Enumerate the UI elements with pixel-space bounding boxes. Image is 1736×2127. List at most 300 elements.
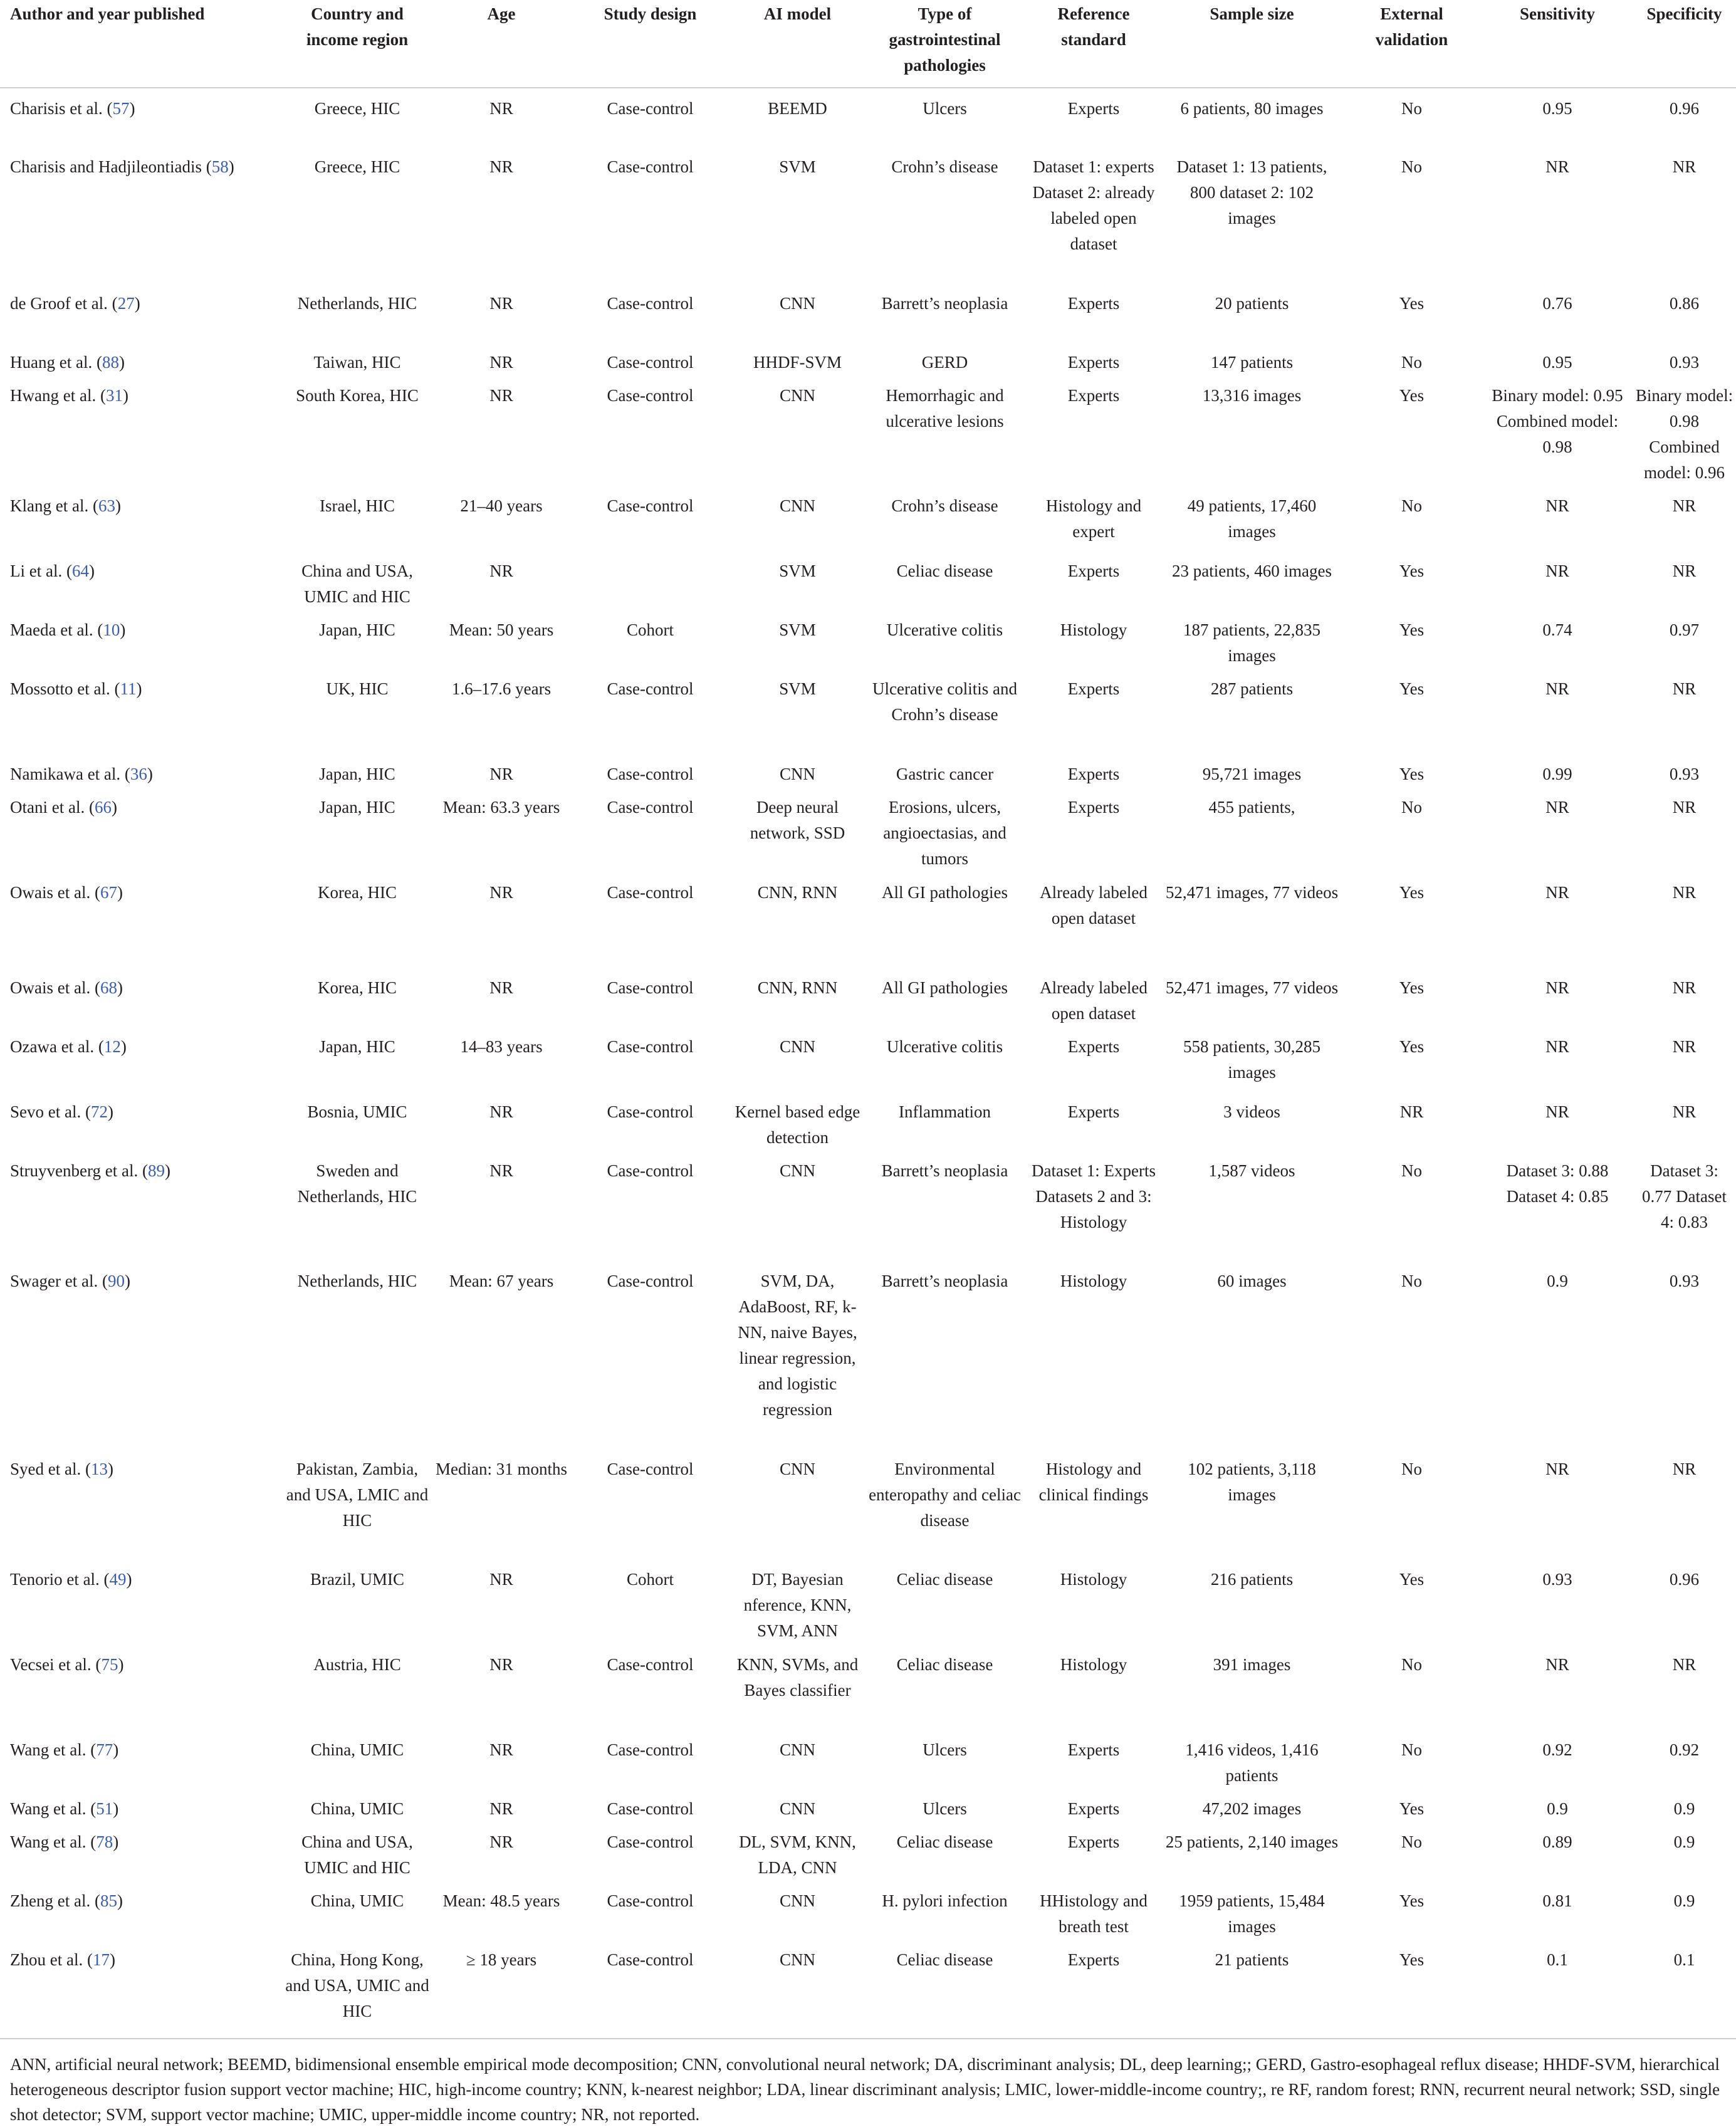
- cell-ai-model: Kernel based edge detection: [735, 1102, 860, 1147]
- reference-link[interactable]: 64: [71, 562, 89, 580]
- cell-age: Mean: 63.3 years: [442, 798, 560, 817]
- reference-link[interactable]: 78: [96, 1832, 113, 1851]
- author-close-paren: ): [113, 1799, 119, 1818]
- cell-country: Greece, HIC: [314, 99, 400, 118]
- cell-external-validation: Yes: [1399, 1037, 1425, 1056]
- cell-study-design: Case-control: [607, 157, 694, 176]
- cell-ai-model: DT, Bayesian nference, KNN, SVM, ANN: [743, 1570, 852, 1640]
- cell-sample-size: 287 patients: [1210, 679, 1294, 698]
- cell-reference-standard: Experts: [1067, 99, 1120, 118]
- cell-author: [0, 669, 282, 754]
- cell-ai-model: CNN: [779, 765, 815, 783]
- cell-specificity: Dataset 3: 0.77 Dataset 4: 0.83: [1642, 1161, 1727, 1231]
- table-header: [0, 0, 1736, 88]
- cell-sample-size: 95,721 images: [1202, 765, 1302, 783]
- cell-external-validation: No: [1401, 99, 1422, 118]
- author-close-paren: ): [136, 679, 142, 698]
- cell-pathology: Crohn’s disease: [891, 157, 998, 176]
- cell-country: UK, HIC: [326, 679, 389, 698]
- cell-country: China, UMIC: [310, 1891, 404, 1910]
- cell-ai-model: HHDF-SVM: [753, 353, 842, 372]
- cell-reference-standard: Experts: [1067, 1950, 1120, 1969]
- cell-external-validation: Yes: [1399, 1891, 1425, 1910]
- author-name: Sevo et al. (: [10, 1102, 91, 1121]
- cell-study-design: Case-control: [607, 1037, 694, 1056]
- cell-ai-model: CNN: [779, 386, 815, 405]
- cell-study-design: Cohort: [626, 1570, 674, 1589]
- cell-sample-size: 1959 patients, 15,484 images: [1179, 1891, 1325, 1936]
- cell-study-design: Case-control: [607, 99, 694, 118]
- cell-reference-standard: Experts: [1067, 679, 1120, 698]
- cell-country: Greece, HIC: [314, 157, 400, 176]
- author-close-paren: ): [120, 1037, 127, 1056]
- cell-study-design: Case-control: [607, 1832, 694, 1851]
- reference-link[interactable]: 89: [147, 1161, 165, 1180]
- table-row: [0, 1449, 1736, 1559]
- table-row: [0, 1644, 1736, 1730]
- cell-sensitivity: Dataset 3: 0.88 Dataset 4: 0.85: [1506, 1161, 1609, 1206]
- cell-sample-size: 49 patients, 17,460 images: [1187, 496, 1317, 541]
- table-row: [0, 872, 1736, 968]
- cell-study-design: Case-control: [607, 1799, 694, 1818]
- table-row: [0, 1151, 1736, 1261]
- cell-study-design: Case-control: [607, 1102, 694, 1121]
- cell-ai-model: CNN: [779, 496, 815, 515]
- cell-sample-size: 52,471 images, 77 videos: [1165, 883, 1339, 902]
- cell-pathology: Gastric cancer: [896, 765, 994, 783]
- cell-country: Israel, HIC: [320, 496, 395, 515]
- author-name: Namikawa et al. (: [10, 765, 130, 783]
- cell-study-design: Case-control: [607, 978, 694, 997]
- cell-pathology: Ulcerative colitis and Crohn’s disease: [872, 679, 1017, 724]
- cell-sample-size: Dataset 1: 13 patients, 800 dataset 2: 102 images: [1176, 157, 1327, 227]
- cell-reference-standard: Experts: [1067, 294, 1120, 313]
- cell-ai-model: SVM: [779, 679, 816, 698]
- cell-sample-size: 187 patients, 22,835 images: [1183, 620, 1320, 665]
- author-name: Ozawa et al. (: [10, 1037, 104, 1056]
- reference-link[interactable]: 66: [94, 798, 112, 817]
- cell-pathology: Erosions, ulcers, angioectasias, and tumors: [883, 798, 1007, 868]
- cell-external-validation: Yes: [1399, 883, 1425, 902]
- cell-study-design: [570, 551, 730, 610]
- cell-author: [0, 1027, 282, 1092]
- table-row: [0, 88, 1736, 147]
- cell-age: NR: [489, 1740, 513, 1759]
- cell-author: [0, 1151, 282, 1261]
- table-row: [0, 669, 1736, 754]
- reference-link[interactable]: 68: [100, 978, 117, 997]
- cell-country: Korea, HIC: [318, 883, 397, 902]
- header-sensitivity: Sensitivity: [1519, 4, 1595, 23]
- author-name: Huang et al. (: [10, 353, 102, 372]
- cell-age: NR: [489, 978, 513, 997]
- cell-specificity: 0.96: [1669, 99, 1700, 118]
- cell-study-design: Case-control: [607, 1740, 694, 1759]
- author-name: Charisis et al. (: [10, 99, 113, 118]
- table-row: [0, 754, 1736, 787]
- table-row: [0, 968, 1736, 1027]
- cell-country: China, UMIC: [310, 1740, 404, 1759]
- cell-specificity: 0.9: [1673, 1891, 1695, 1910]
- cell-study-design: Case-control: [607, 1891, 694, 1910]
- cell-external-validation: No: [1401, 1272, 1422, 1290]
- cell-ai-model: SVM: [779, 562, 816, 580]
- cell-pathology: All GI pathologies: [882, 883, 1008, 902]
- author-name: Wang et al. (: [10, 1740, 97, 1759]
- cell-author: [0, 872, 282, 968]
- table-row: [0, 1881, 1736, 1940]
- cell-reference-standard: Experts: [1067, 1037, 1120, 1056]
- cell-age: NR: [489, 1102, 513, 1121]
- author-name: Otani et al. (: [10, 798, 95, 817]
- cell-age: NR: [489, 157, 513, 176]
- cell-specificity: 0.92: [1669, 1740, 1700, 1759]
- cell-ai-model: CNN: [779, 1037, 815, 1056]
- cell-external-validation: No: [1401, 496, 1422, 515]
- header-reference-standard: Reference standard: [1057, 4, 1130, 49]
- cell-age: 1.6–17.6 years: [451, 679, 552, 698]
- cell-age: NR: [489, 1655, 513, 1674]
- cell-ai-model: SVM, DA, AdaBoost, RF, k-NN, naive Bayes, linear regression, and logistic regression: [738, 1272, 857, 1419]
- author-close-paren: ): [107, 1460, 113, 1478]
- cell-pathology: Crohn’s disease: [891, 496, 998, 515]
- cell-sensitivity: 0.99: [1542, 765, 1572, 783]
- cell-sensitivity: 0.81: [1542, 1891, 1572, 1910]
- reference-link[interactable]: 90: [107, 1272, 125, 1290]
- cell-pathology: All GI pathologies: [882, 978, 1008, 997]
- cell-author: [0, 610, 282, 669]
- header-row: [0, 0, 1736, 88]
- cell-author: [0, 1940, 282, 2036]
- author-name: Tenorio et al. (: [10, 1570, 110, 1589]
- cell-author: [0, 147, 282, 283]
- cell-pathology: Barrett’s neoplasia: [881, 294, 1008, 313]
- cell-pathology: Celiac disease: [896, 1570, 993, 1589]
- author-close-paren: ): [228, 157, 234, 176]
- cell-reference-standard: Histology and clinical findings: [1038, 1460, 1149, 1504]
- cell-pathology: Ulcers: [923, 1740, 967, 1759]
- cell-reference-standard: Experts: [1067, 765, 1120, 783]
- author-name: Vecsei et al. (: [10, 1655, 102, 1674]
- author-close-paren: ): [164, 1161, 170, 1180]
- cell-pathology: Inflammation: [899, 1102, 991, 1121]
- cell-specificity: 0.86: [1669, 294, 1700, 313]
- cell-specificity: 0.93: [1669, 765, 1700, 783]
- cell-sample-size: 216 patients: [1210, 1570, 1294, 1589]
- cell-external-validation: Yes: [1399, 386, 1425, 405]
- cell-pathology: Celiac disease: [896, 562, 993, 580]
- cell-country: Japan, HIC: [319, 620, 395, 639]
- cell-sample-size: 455 patients,: [1208, 798, 1295, 817]
- cell-ai-model: DL, SVM, KNN, LDA, CNN: [739, 1832, 856, 1877]
- cell-pathology: H. pylori infection: [882, 1891, 1008, 1910]
- cell-age: NR: [489, 294, 513, 313]
- cell-author: [0, 1559, 282, 1644]
- cell-sensitivity: NR: [1545, 157, 1569, 176]
- reference-link[interactable]: 85: [100, 1891, 117, 1910]
- author-name: Owais et al. (: [10, 883, 100, 902]
- author-close-paren: ): [147, 765, 153, 783]
- cell-sensitivity: 0.9: [1547, 1799, 1568, 1818]
- cell-age: NR: [489, 1799, 513, 1818]
- cell-study-design: Case-control: [607, 1161, 694, 1180]
- cell-sensitivity: 0.89: [1542, 1832, 1572, 1851]
- cell-ai-model: CNN: [779, 1161, 815, 1180]
- cell-sample-size: 20 patients: [1215, 294, 1289, 313]
- cell-external-validation: NR: [1399, 1102, 1424, 1121]
- cell-specificity: 0.96: [1669, 1570, 1700, 1589]
- cell-specificity: 0.93: [1669, 1272, 1700, 1290]
- reference-link[interactable]: 12: [103, 1037, 121, 1056]
- author-close-paren: ): [111, 798, 117, 817]
- cell-author: [0, 1449, 282, 1559]
- cell-reference-standard: Experts: [1067, 1832, 1120, 1851]
- author-close-paren: ): [129, 99, 135, 118]
- cell-author: [0, 342, 282, 375]
- author-name: Klang et al. (: [10, 496, 98, 515]
- header-age: Age: [487, 4, 516, 23]
- author-name: Syed et al. (: [10, 1460, 91, 1478]
- cell-sensitivity: 0.74: [1542, 620, 1572, 639]
- cell-external-validation: Yes: [1399, 765, 1425, 783]
- cell-country: China, UMIC: [310, 1799, 404, 1818]
- author-name: de Groof et al. (: [10, 294, 118, 313]
- cell-age: NR: [489, 353, 513, 372]
- cell-ai-model: BEEMD: [768, 99, 827, 118]
- cell-specificity: 0.9: [1673, 1832, 1695, 1851]
- author-close-paren: ): [117, 978, 123, 997]
- header-pathology: Type of gastrointestinal pathologies: [889, 4, 1001, 75]
- cell-age: Mean: 48.5 years: [442, 1891, 560, 1910]
- cell-reference-standard: Experts: [1067, 1740, 1120, 1759]
- cell-sensitivity: NR: [1545, 496, 1569, 515]
- cell-pathology: Ulcers: [923, 99, 967, 118]
- cell-age: NR: [489, 1161, 513, 1180]
- author-name: Li et al. (: [10, 562, 72, 580]
- cell-pathology: Ulcers: [923, 1799, 967, 1818]
- table-row: [0, 1559, 1736, 1644]
- cell-external-validation: No: [1401, 353, 1422, 372]
- cell-author: [0, 486, 282, 551]
- cell-sensitivity: 0.95: [1542, 99, 1572, 118]
- reference-link[interactable]: 13: [90, 1460, 108, 1478]
- cell-specificity: NR: [1672, 496, 1697, 515]
- cell-external-validation: No: [1401, 1460, 1422, 1478]
- cell-external-validation: Yes: [1399, 1570, 1425, 1589]
- cell-study-design: Case-control: [607, 1655, 694, 1674]
- reference-link[interactable]: 31: [105, 386, 123, 405]
- cell-country: China and USA, UMIC and HIC: [301, 562, 413, 606]
- reference-link[interactable]: 27: [117, 294, 135, 313]
- cell-external-validation: Yes: [1399, 294, 1425, 313]
- cell-country: Sweden and Netherlands, HIC: [297, 1161, 417, 1206]
- cell-specificity: NR: [1672, 157, 1697, 176]
- reference-link[interactable]: 88: [102, 353, 119, 372]
- author-close-paren: ): [117, 1891, 123, 1910]
- cell-sensitivity: NR: [1545, 679, 1569, 698]
- cell-specificity: 0.1: [1673, 1950, 1695, 1969]
- cell-pathology: Ulcerative colitis: [886, 620, 1003, 639]
- cell-ai-model: CNN: [779, 1460, 815, 1478]
- author-close-paren: ): [120, 620, 126, 639]
- author-name: Charisis and Hadjileontiadis (: [10, 157, 212, 176]
- reference-link[interactable]: 17: [92, 1950, 110, 1969]
- cell-external-validation: No: [1401, 1655, 1422, 1674]
- reference-link[interactable]: 49: [109, 1570, 127, 1589]
- table-row: [0, 551, 1736, 610]
- cell-country: China, Hong Kong, and USA, UMIC and HIC: [285, 1950, 429, 2020]
- cell-country: Bosnia, UMIC: [307, 1102, 407, 1121]
- cell-reference-standard: Experts: [1067, 1102, 1120, 1121]
- cell-pathology: Environmental enteropathy and celiac disease: [869, 1460, 1021, 1530]
- cell-age: NR: [489, 99, 513, 118]
- table-row: [0, 147, 1736, 283]
- cell-pathology: Celiac disease: [896, 1950, 993, 1969]
- table-row: [0, 486, 1736, 551]
- author-name: Mossotto et al. (: [10, 679, 120, 698]
- author-close-paren: ): [88, 562, 95, 580]
- cell-specificity: NR: [1672, 1037, 1697, 1056]
- author-name: Zheng et al. (: [10, 1891, 100, 1910]
- cell-ai-model: CNN: [779, 1799, 815, 1818]
- header-specificity: Specificity: [1646, 4, 1722, 23]
- table-row: [0, 1789, 1736, 1822]
- cell-sample-size: 13,316 images: [1202, 386, 1302, 405]
- cell-sensitivity: NR: [1545, 798, 1569, 817]
- cell-sensitivity: NR: [1545, 1037, 1569, 1056]
- cell-ai-model: Deep neural network, SSD: [750, 798, 845, 842]
- author-close-paren: ): [118, 1655, 124, 1674]
- cell-study-design: Case-control: [607, 1950, 694, 1969]
- cell-ai-model: CNN: [779, 294, 815, 313]
- cell-age: 21–40 years: [460, 496, 543, 515]
- cell-pathology: Barrett’s neoplasia: [881, 1272, 1008, 1290]
- cell-country: Brazil, UMIC: [310, 1570, 404, 1589]
- cell-author: [0, 1730, 282, 1789]
- cell-age: ≥ 18 years: [466, 1950, 537, 1969]
- cell-study-design: Case-control: [607, 798, 694, 817]
- cell-country: Japan, HIC: [319, 798, 395, 817]
- table-row: [0, 1940, 1736, 2036]
- reference-link[interactable]: 72: [90, 1102, 108, 1121]
- cell-pathology: Barrett’s neoplasia: [881, 1161, 1008, 1180]
- cell-sample-size: 25 patients, 2,140 images: [1165, 1832, 1339, 1851]
- cell-author: [0, 1644, 282, 1730]
- cell-age: NR: [489, 883, 513, 902]
- cell-reference-standard: Dataset 1: Experts Datasets 2 and 3: Histology: [1032, 1161, 1156, 1231]
- cell-reference-standard: Histology: [1060, 1655, 1127, 1674]
- cell-ai-model: CNN: [779, 1891, 815, 1910]
- cell-country: Austria, HIC: [313, 1655, 401, 1674]
- cell-study-design: Cohort: [626, 620, 674, 639]
- cell-external-validation: Yes: [1399, 562, 1425, 580]
- author-close-paren: ): [124, 1272, 130, 1290]
- cell-author: [0, 1822, 282, 1881]
- cell-country: Pakistan, Zambia, and USA, LMIC and HIC: [286, 1460, 429, 1530]
- cell-pathology: Celiac disease: [896, 1832, 993, 1851]
- cell-sensitivity: NR: [1545, 1655, 1569, 1674]
- cell-sensitivity: 0.1: [1547, 1950, 1568, 1969]
- reference-link[interactable]: 77: [96, 1740, 113, 1759]
- cell-reference-standard: Experts: [1067, 353, 1120, 372]
- cell-sample-size: 3 videos: [1223, 1102, 1280, 1121]
- cell-country: Japan, HIC: [319, 765, 395, 783]
- cell-age: Median: 31 months: [436, 1460, 567, 1478]
- reference-link[interactable]: 63: [98, 496, 115, 515]
- reference-link[interactable]: 75: [101, 1655, 118, 1674]
- reference-link[interactable]: 36: [130, 765, 147, 783]
- table-body: [0, 88, 1736, 2036]
- cell-sensitivity: NR: [1545, 1102, 1569, 1121]
- cell-pathology: GERD: [921, 353, 968, 372]
- reference-link[interactable]: 51: [96, 1799, 113, 1818]
- cell-author: [0, 551, 282, 610]
- cell-reference-standard: Already labeled open dataset: [1040, 883, 1148, 928]
- header-country: Country and income region: [306, 4, 409, 49]
- cell-author: [0, 787, 282, 872]
- cell-author: [0, 88, 282, 147]
- cell-study-design: Case-control: [607, 294, 694, 313]
- cell-author: [0, 754, 282, 787]
- cell-external-validation: No: [1401, 157, 1422, 176]
- reference-link[interactable]: 11: [120, 679, 137, 698]
- cell-ai-model: KNN, SVMs, and Bayes classifier: [736, 1655, 859, 1700]
- cell-sensitivity: NR: [1545, 883, 1569, 902]
- cell-external-validation: No: [1401, 1740, 1422, 1759]
- cell-study-design: Case-control: [607, 1272, 694, 1290]
- cell-ai-model: SVM: [779, 157, 816, 176]
- cell-study-design: Case-control: [607, 883, 694, 902]
- cell-reference-standard: Dataset 1: experts Dataset 2: already labeled open dataset: [1032, 157, 1155, 253]
- cell-age: NR: [489, 765, 513, 783]
- cell-country: Taiwan, HIC: [313, 353, 401, 372]
- cell-reference-standard: Experts: [1067, 386, 1120, 405]
- cell-sample-size: 1,587 videos: [1208, 1161, 1295, 1180]
- cell-sensitivity: 0.95: [1542, 353, 1572, 372]
- author-name: Struyvenberg et al. (: [10, 1161, 148, 1180]
- cell-sample-size: 147 patients: [1210, 353, 1294, 372]
- cell-specificity: 0.93: [1669, 353, 1700, 372]
- cell-specificity: NR: [1672, 1102, 1697, 1121]
- reference-link[interactable]: 67: [100, 883, 117, 902]
- author-close-paren: ): [113, 1740, 119, 1759]
- cell-specificity: NR: [1672, 1460, 1697, 1478]
- cell-sensitivity: NR: [1545, 1460, 1569, 1478]
- header-study-design: Study design: [604, 4, 697, 23]
- table-row: [0, 375, 1736, 486]
- reference-link[interactable]: 58: [211, 157, 229, 176]
- author-name: Zhou et al. (: [10, 1950, 93, 1969]
- cell-age: NR: [489, 1832, 513, 1851]
- cell-sample-size: 23 patients, 460 images: [1172, 562, 1332, 580]
- table-row: [0, 1730, 1736, 1789]
- reference-link[interactable]: 57: [112, 99, 130, 118]
- table-row: [0, 1092, 1736, 1151]
- reference-link[interactable]: 10: [103, 620, 120, 639]
- table-row: [0, 1261, 1736, 1449]
- cell-sensitivity: 0.76: [1542, 294, 1572, 313]
- author-close-paren: ): [113, 1832, 119, 1851]
- cell-country: South Korea, HIC: [296, 386, 419, 405]
- cell-author: [0, 968, 282, 1027]
- cell-reference-standard: Experts: [1067, 798, 1120, 817]
- cell-study-design: Case-control: [607, 679, 694, 698]
- cell-specificity: NR: [1672, 798, 1697, 817]
- cell-sample-size: 52,471 images, 77 videos: [1165, 978, 1339, 997]
- cell-reference-standard: Histology: [1060, 1570, 1127, 1589]
- author-name: Hwang et al. (: [10, 386, 106, 405]
- author-close-paren: ): [118, 353, 125, 372]
